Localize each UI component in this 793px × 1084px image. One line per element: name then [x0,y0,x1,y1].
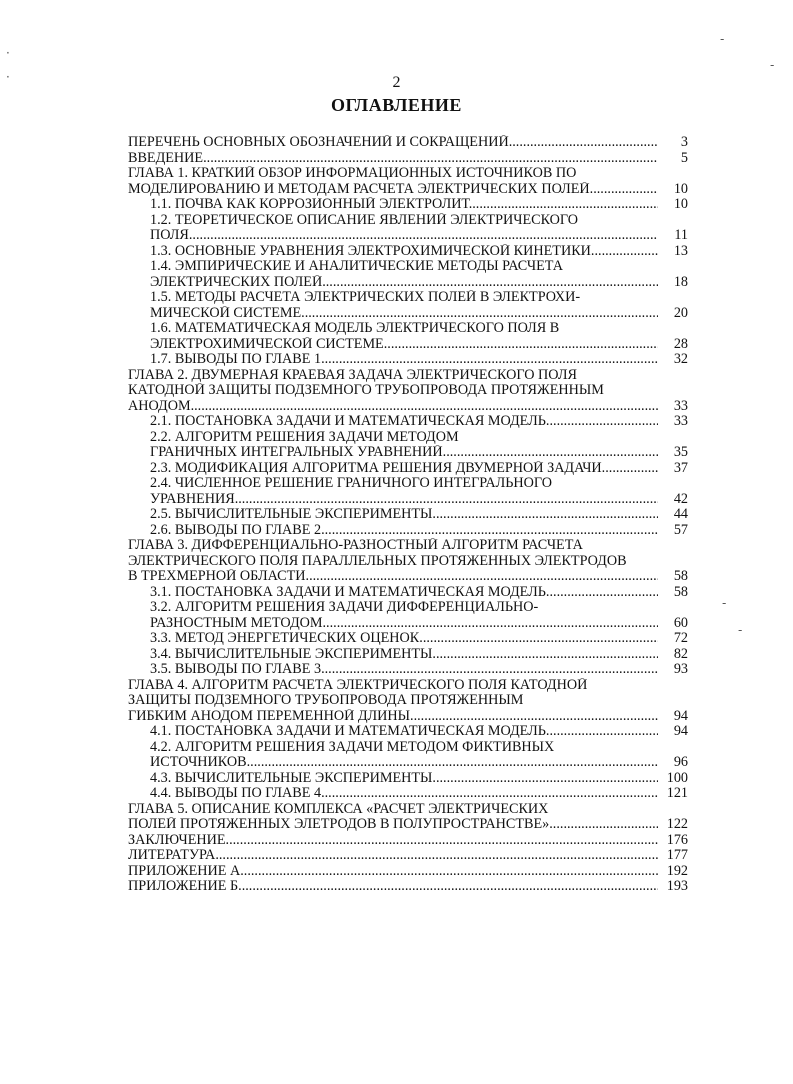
toc-entry-text: 3.1. ПОСТАНОВКА ЗАДАЧИ И МАТЕМАТИЧЕСКАЯ МОДЕЛЬ ..... [150,585,688,601]
scan-speck: - [722,596,727,610]
toc-entry-line [128,523,688,539]
toc-entry-text: ПРИЛОЖЕНИЕ А ..... [128,864,688,880]
toc-entry-line [128,802,688,818]
toc-page-number: 72 [658,631,688,647]
toc-entry-text: ВВЕДЕНИЕ ..... [128,151,688,167]
toc-page-number: 100 [658,771,688,787]
toc-entry-line [128,306,688,322]
toc-entry-line [128,352,688,368]
toc-page-number: 60 [658,616,688,632]
toc-entry-line [128,290,688,306]
toc-entry-line [128,616,688,632]
toc-entry-text: ПОЛЕЙ ПРОТЯЖЕННЫХ ЭЛЕТРОДОВ В ПОЛУПРОСТРАНСТВЕ» ..... [128,817,688,833]
toc-page-number: 5 [658,151,688,167]
toc-entry-line [128,631,688,647]
page-title: ОГЛАВЛЕНИЕ [331,95,462,115]
scan-speck: - [720,32,725,46]
toc-entry-line [128,213,688,229]
toc-entry-text: ЗАЩИТЫ ПОДЗЕМНОГО ТРУБОПРОВОДА ПРОТЯЖЕННЫМ [128,693,524,708]
toc-entry-line [128,864,688,880]
page-number: 2 [392,74,401,91]
toc-page-number: 122 [658,817,688,833]
toc-entry-line [128,430,688,446]
toc-entry-text: ГРАНИЧНЫХ ИНТЕГРАЛЬНЫХ УРАВНЕНИЙ ..... [150,445,688,461]
toc-page-number: 94 [658,709,688,725]
toc-page-number: 96 [658,755,688,771]
toc-entry-text: ПЕРЕЧЕНЬ ОСНОВНЫХ ОБОЗНАЧЕНИЙ И СОКРАЩЕНИЙ ..... [128,135,688,151]
toc-entry-text: 1.6. МАТЕМАТИЧЕСКАЯ МОДЕЛЬ ЭЛЕКТРИЧЕСКОГО ПОЛЯ В [150,321,560,336]
scan-speck: · [6,70,10,84]
toc-entry-line [128,259,688,275]
toc-entry-line [128,135,688,151]
toc-entry-text: 1.1. ПОЧВА КАК КОРРОЗИОННЫЙ ЭЛЕКТРОЛИТ ..... [150,197,688,213]
toc-entry-line [128,879,688,895]
toc-entry-text: 1.5. МЕТОДЫ РАСЧЕТА ЭЛЕКТРИЧЕСКИХ ПОЛЕЙ В ЭЛЕКТРОХИ- [150,290,581,305]
toc-entry-line [128,197,688,213]
table-of-contents [128,135,688,895]
toc-entry-line [128,554,688,570]
toc-entry-line [128,538,688,554]
toc-entry-text: УРАВНЕНИЯ ..... [150,492,688,508]
toc-entry-line [128,476,688,492]
toc-entry-text: ЗАКЛЮЧЕНИЕ ..... [128,833,688,849]
toc-entry-line [128,647,688,663]
toc-entry-text: 4.2. АЛГОРИТМ РЕШЕНИЯ ЗАДАЧИ МЕТОДОМ ФИКТИВНЫХ [150,739,555,755]
toc-page-number: 11 [658,228,688,244]
toc-entry-text: ЭЛЕКТРОХИМИЧЕСКОЙ СИСТЕМЕ ..... [150,337,688,353]
toc-entry-text: АНОДОМ ..... [128,399,688,415]
toc-page-number: 44 [658,507,688,523]
toc-entry-line [128,693,688,709]
toc-entry-line [128,151,688,167]
toc-entry-line [128,771,688,787]
toc-entry-text: ГИБКИМ АНОДОМ ПЕРЕМЕННОЙ ДЛИНЫ ..... [128,709,688,725]
toc-entry-text: ПОЛЯ ..... [150,228,688,244]
toc-entry-text: 1.7. ВЫВОДЫ ПО ГЛАВЕ 1 ..... [150,352,688,368]
toc-entry-text: 4.1. ПОСТАНОВКА ЗАДАЧИ И МАТЕМАТИЧЕСКАЯ МОДЕЛЬ ..... [150,724,688,740]
toc-entry-text: ЭЛЕКТРИЧЕСКОГО ПОЛЯ ПАРАЛЛЕЛЬНЫХ ПРОТЯЖЕННЫХ ЭЛЕКТРОДОВ [128,553,627,569]
toc-entry-text: ГЛАВА 2. ДВУМЕРНАЯ КРАЕВАЯ ЗАДАЧА ЭЛЕКТРИЧЕСКОГО ПОЛЯ [128,367,577,383]
toc-entry-line [128,848,688,864]
toc-entry-line [128,182,688,198]
toc-page-number: 13 [658,244,688,260]
scan-speck: - [770,58,775,72]
toc-entry-line [128,321,688,337]
toc-entry-line [128,755,688,771]
toc-entry-line [128,461,688,477]
toc-entry-text: В ТРЕХМЕРНОЙ ОБЛАСТИ ..... [128,569,688,585]
toc-entry-line [128,600,688,616]
toc-page-number: 82 [658,647,688,663]
toc-entry-text: 2.4. ЧИСЛЕННОЕ РЕШЕНИЕ ГРАНИЧНОГО ИНТЕГРАЛЬНОГО [150,476,552,491]
toc-entry-line [128,228,688,244]
toc-page-number: 57 [658,523,688,539]
toc-entry-text: 4.3. ВЫЧИСЛИТЕЛЬНЫЕ ЭКСПЕРИМЕНТЫ ..... [150,771,688,787]
toc-entry-text: 1.4. ЭМПИРИЧЕСКИЕ И АНАЛИТИЧЕСКИЕ МЕТОДЫ РАСЧЕТА [150,259,563,274]
toc-entry-line [128,414,688,430]
toc-entry-line [128,786,688,802]
toc-entry-line [128,275,688,291]
toc-page-number: 42 [658,492,688,508]
toc-entry-line [128,445,688,461]
toc-entry-text: МОДЕЛИРОВАНИЮ И МЕТОДАМ РАСЧЕТА ЭЛЕКТРИЧЕСКИХ ПОЛЕЙ ..... [128,182,688,198]
toc-entry-line [128,166,688,182]
toc-entry-text: 3.4. ВЫЧИСЛИТЕЛЬНЫЕ ЭКСПЕРИМЕНТЫ ..... [150,647,688,663]
toc-page-number: 18 [658,275,688,291]
toc-page-number: 94 [658,724,688,740]
toc-entry-text: 4.4. ВЫВОДЫ ПО ГЛАВЕ 4 ..... [150,786,688,802]
toc-entry-text: 2.2. АЛГОРИТМ РЕШЕНИЯ ЗАДАЧИ МЕТОДОМ [150,429,459,445]
toc-page-number: 93 [658,662,688,678]
toc-entry-text: КАТОДНОЙ ЗАЩИТЫ ПОДЗЕМНОГО ТРУБОПРОВОДА ПРОТЯЖЕННЫМ [128,383,604,398]
toc-entry-text: МИЧЕСКОЙ СИСТЕМЕ ..... [150,306,688,322]
toc-entry-text: 3.5. ВЫВОДЫ ПО ГЛАВЕ 3 ..... [150,662,688,678]
toc-page-number: 37 [658,461,688,477]
toc-entry-text: РАЗНОСТНЫМ МЕТОДОМ ..... [150,616,688,632]
toc-entry-text: 2.3. МОДИФИКАЦИЯ АЛГОРИТМА РЕШЕНИЯ ДВУМЕРНОЙ ЗАДАЧИ ..... [150,461,688,477]
toc-entry-line [128,337,688,353]
toc-page-number: 58 [658,569,688,585]
toc-page-number: 192 [658,864,688,880]
toc-entry-text: ЛИТЕРАТУРА ..... [128,848,688,864]
toc-page-number: 33 [658,399,688,415]
scan-speck: · [6,46,10,60]
toc-entry-text: 1.3. ОСНОВНЫЕ УРАВНЕНИЯ ЭЛЕКТРОХИМИЧЕСКОЙ КИНЕТИКИ ..... [150,244,688,260]
toc-entry-text: ЭЛЕКТРИЧЕСКИХ ПОЛЕЙ ..... [150,275,688,291]
toc-entry-line [128,492,688,508]
toc-page-number: 3 [658,135,688,151]
toc-entry-text: 3.3. МЕТОД ЭНЕРГЕТИЧЕСКИХ ОЦЕНОК ..... [150,631,688,647]
toc-entry-line [128,383,688,399]
toc-entry-line [128,740,688,756]
toc-entry-text: 3.2. АЛГОРИТМ РЕШЕНИЯ ЗАДАЧИ ДИФФЕРЕНЦИАЛЬНО- [150,600,539,615]
scan-speck: - [738,623,743,637]
toc-entry-line [128,569,688,585]
toc-entry-line [128,662,688,678]
toc-page-number: 10 [658,197,688,213]
toc-entry-text: 1.2. ТЕОРЕТИЧЕСКОЕ ОПИСАНИЕ ЯВЛЕНИЙ ЭЛЕКТРИЧЕСКОГО [150,212,579,228]
toc-entry-text: ГЛАВА 4. АЛГОРИТМ РАСЧЕТА ЭЛЕКТРИЧЕСКОГО ПОЛЯ КАТОДНОЙ [128,677,588,693]
toc-page-number: 121 [658,786,688,802]
toc-entry-line [128,678,688,694]
toc-entry-line [128,817,688,833]
toc-entry-line [128,507,688,523]
toc-entry-text: ИСТОЧНИКОВ ..... [150,755,688,771]
toc-entry-text: ГЛАВА 3. ДИФФЕРЕНЦИАЛЬНО-РАЗНОСТНЫЙ АЛГОРИТМ РАСЧЕТА [128,538,583,553]
toc-page-number: 58 [658,585,688,601]
toc-entry-line [128,833,688,849]
toc-entry-text: 2.6. ВЫВОДЫ ПО ГЛАВЕ 2 ..... [150,523,688,539]
toc-entry-line [128,585,688,601]
toc-page-number: 10 [658,182,688,198]
toc-page-number: 33 [658,414,688,430]
toc-entry-line [128,709,688,725]
toc-entry-text: ГЛАВА 1. КРАТКИЙ ОБЗОР ИНФОРМАЦИОННЫХ ИСТОЧНИКОВ ПО [128,166,577,181]
toc-entry-text: ГЛАВА 5. ОПИСАНИЕ КОМПЛЕКСА «РАСЧЕТ ЭЛЕКТРИЧЕСКИХ [128,801,549,817]
toc-page-number: 176 [658,833,688,849]
toc-page-number: 193 [658,879,688,895]
toc-page-number: 20 [658,306,688,322]
toc-entry-text: ПРИЛОЖЕНИЕ Б ..... [128,879,688,895]
toc-entry-line [128,724,688,740]
toc-entry-text: 2.5. ВЫЧИСЛИТЕЛЬНЫЕ ЭКСПЕРИМЕНТЫ ..... [150,507,688,523]
toc-page-number: 32 [658,352,688,368]
toc-entry-text: 2.1. ПОСТАНОВКА ЗАДАЧИ И МАТЕМАТИЧЕСКАЯ МОДЕЛЬ ..... [150,414,688,430]
toc-page-number: 35 [658,445,688,461]
toc-page-number: 28 [658,337,688,353]
toc-entry-line [128,399,688,415]
toc-entry-line [128,244,688,260]
toc-entry-line [128,368,688,384]
toc-page-number: 177 [658,848,688,864]
